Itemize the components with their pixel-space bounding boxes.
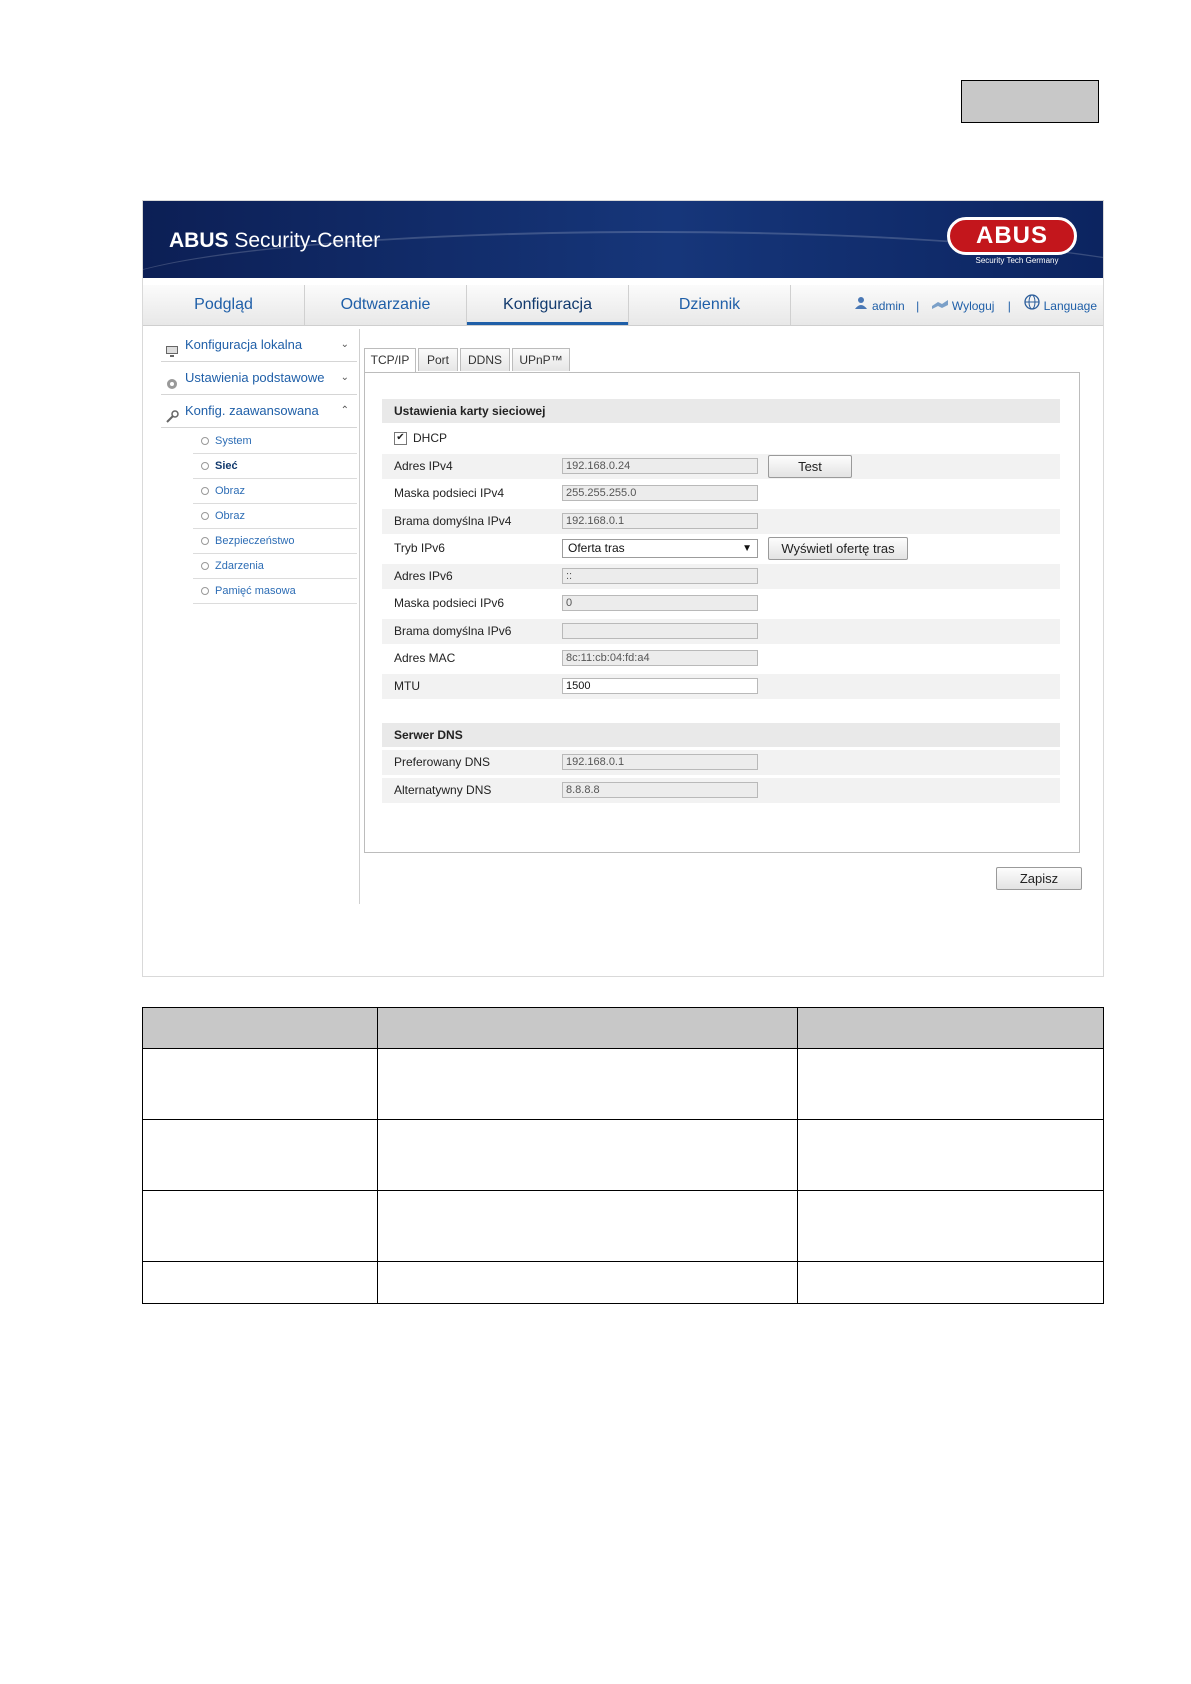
row-ipv4: Adres IPv4 192.168.0.24 Test	[382, 454, 1060, 479]
sidebar-subitem-obraz-2[interactable]: Obraz	[193, 504, 357, 529]
user-bar: admin | Wyloguj | Language	[853, 285, 1097, 325]
mask-ipv6-field[interactable]: 0	[562, 595, 758, 611]
chevron-down-icon: ⌄	[340, 339, 349, 350]
gateway-ipv4-field[interactable]: 192.168.0.1	[562, 513, 758, 529]
sidebar	[161, 329, 360, 904]
dhcp-label: DHCP	[413, 431, 448, 445]
language-link[interactable]: Language	[1043, 298, 1097, 313]
sidebar-subitem-pamiec-masowa[interactable]: Pamięć masowa	[193, 579, 357, 604]
tab-odtwarzanie[interactable]: Odtwarzanie	[305, 285, 467, 325]
mask-ipv4-field[interactable]: 255.255.255.0	[562, 485, 758, 501]
preferred-dns-field[interactable]: 192.168.0.1	[562, 754, 758, 770]
row-mtu: MTU 1500	[382, 674, 1060, 699]
user-icon	[853, 286, 869, 326]
tab-port[interactable]: Port	[418, 348, 458, 371]
chevron-up-icon: ⌃	[340, 405, 349, 416]
gear-icon	[165, 371, 179, 385]
tab-dziennik[interactable]: Dziennik	[629, 285, 791, 325]
main-nav	[143, 285, 1103, 326]
tab-ddns[interactable]: DDNS	[460, 348, 510, 371]
test-button[interactable]: Test	[768, 455, 852, 478]
logout-link[interactable]: Wyloguj	[951, 298, 995, 313]
sidebar-subitem-bezpieczenstwo[interactable]: Bezpieczeństwo	[193, 529, 357, 554]
ipv6-field[interactable]: ::	[562, 568, 758, 584]
tab-konfiguracja[interactable]: Konfiguracja	[467, 285, 629, 325]
ipv6-mode-select[interactable]: Oferta tras ▼	[562, 539, 758, 558]
ipv4-field[interactable]: 192.168.0.24	[562, 458, 758, 474]
row-mask-ipv6: Maska podsieci IPv6 0	[382, 591, 1060, 616]
row-mac: Adres MAC 8c:11:cb:04:fd:a4	[382, 646, 1060, 671]
logout-icon	[931, 286, 949, 326]
header-banner	[143, 201, 1103, 278]
app-window	[142, 200, 1104, 977]
dhcp-row	[394, 429, 447, 447]
table-header-row	[143, 1008, 1104, 1049]
logo-tagline: Security Tech Germany	[975, 256, 1059, 265]
row-preferred-dns: Preferowany DNS 192.168.0.1	[382, 750, 1060, 775]
tab-tcpip[interactable]: TCP/IP	[364, 348, 416, 373]
sidebar-item-konfig-zaawansowana[interactable]: Konfig. zaawansowana ⌃	[161, 395, 357, 428]
dropdown-arrow-icon: ▼	[742, 543, 752, 554]
mac-field: 8c:11:cb:04:fd:a4	[562, 650, 758, 666]
page-number-box	[961, 80, 1099, 123]
alternate-dns-field[interactable]: 8.8.8.8	[562, 782, 758, 798]
dhcp-checkbox[interactable]: ✔	[394, 432, 407, 445]
section-header-network-card: Ustawienia karty sieciowej	[382, 399, 1060, 423]
doc-table	[142, 1007, 1104, 1304]
tab-upnp[interactable]: UPnP™	[512, 348, 570, 371]
gateway-ipv6-field[interactable]	[562, 623, 758, 639]
monitor-settings-icon	[165, 338, 179, 352]
table-row	[143, 1191, 1104, 1262]
sidebar-subitem-obraz[interactable]: Obraz	[193, 479, 357, 504]
app-title: ABUS Security-Center	[169, 229, 381, 252]
row-gateway-ipv4: Brama domyślna IPv4 192.168.0.1	[382, 509, 1060, 534]
show-routes-button[interactable]: Wyświetl ofertę tras	[768, 537, 908, 560]
table-row	[143, 1262, 1104, 1304]
tab-podglad[interactable]: Podgląd	[143, 285, 305, 325]
mtu-field[interactable]: 1500	[562, 678, 758, 694]
table-row	[143, 1120, 1104, 1191]
section-header-dns: Serwer DNS	[382, 723, 1060, 747]
wrench-icon	[165, 404, 179, 418]
table-row	[143, 1049, 1104, 1120]
row-alternate-dns: Alternatywny DNS 8.8.8.8	[382, 778, 1060, 803]
globe-icon	[1024, 286, 1040, 326]
user-name[interactable]: admin	[872, 298, 905, 313]
row-ipv6: Adres IPv6 ::	[382, 564, 1060, 589]
abus-logo: ABUS	[947, 217, 1077, 255]
save-button[interactable]: Zapisz	[996, 867, 1082, 890]
sidebar-subitem-system[interactable]: System	[193, 429, 357, 454]
sidebar-subitem-siec[interactable]: Sieć	[193, 454, 357, 479]
chevron-down-icon: ⌄	[340, 372, 349, 383]
row-ipv6-mode: Tryb IPv6 Oferta tras ▼ Wyświetl ofertę tras	[382, 536, 1060, 561]
tcpip-panel	[364, 372, 1080, 853]
sidebar-item-konfiguracja-lokalna[interactable]: Konfiguracja lokalna ⌄	[161, 329, 357, 362]
row-mask-ipv4: Maska podsieci IPv4 255.255.255.0	[382, 481, 1060, 506]
row-gateway-ipv6: Brama domyślna IPv6	[382, 619, 1060, 644]
sidebar-subitem-zdarzenia[interactable]: Zdarzenia	[193, 554, 357, 579]
sidebar-item-ustawienia-podstawowe[interactable]: Ustawienia podstawowe ⌄	[161, 362, 357, 395]
